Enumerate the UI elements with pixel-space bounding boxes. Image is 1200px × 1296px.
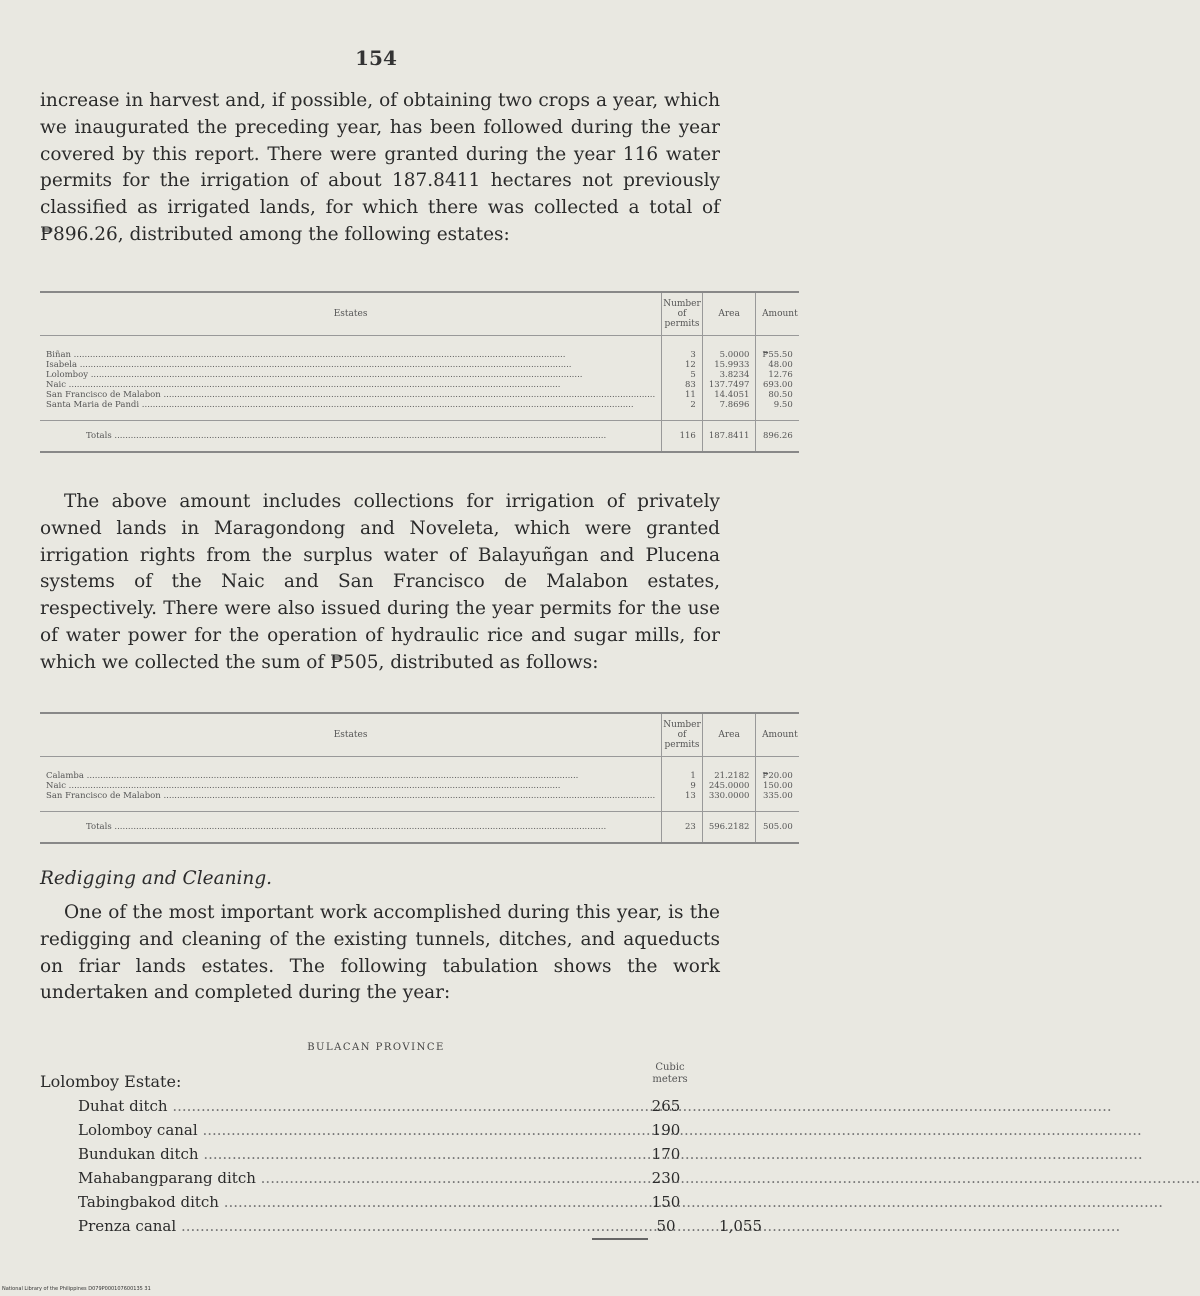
totals-area: 596.2182: [702, 812, 756, 844]
work-item-name: Prenza canal .....: [78, 1214, 626, 1238]
col-header-area: Area: [702, 292, 756, 336]
table-cell-permits: 11: [685, 390, 696, 400]
table-cell-permits: 12: [685, 360, 696, 370]
paragraph-redigging: One of the most important work accomplished during this year, is the redigging and cleaning of the existing tunnels, ditches, and aqueducts on friar lands estates. The following tabulation shows the work undertaken and completed during the year:: [40, 902, 720, 1004]
work-total: 1,055: [719, 1217, 762, 1235]
table-cell-permits: 3: [690, 350, 696, 360]
work-item-value: 50: [656, 1217, 676, 1235]
table-cell-area: 137.7497: [708, 380, 750, 390]
permit-counts: [662, 757, 703, 812]
col-header-permits: Number of permits: [662, 292, 703, 336]
paragraph-water-power: The above amount includes collections for irrigation of privately owned lands in Maragondong and Noveleta, which were granted irrigation rights from the surplus water of Balayuñgan and Plucena systems of the Naic and San Francisco de Malabon estates, respectively. There were also issued during the year permits for the use of water power for the operation of hydraulic rice and sugar mills, for which we collected the sum of ₱505, distributed as follows:: [40, 491, 720, 673]
totals-permits: 23: [662, 812, 703, 844]
work-item-name: Mahabangparang ditch .....: [78, 1166, 626, 1190]
list-item: [40, 1118, 730, 1142]
totals-amount: 505.00: [756, 812, 799, 844]
work-item-value: 265: [651, 1097, 681, 1115]
table-cell-amount: 693.00: [762, 380, 793, 390]
unit-label: Cubic meters: [652, 1062, 688, 1085]
table-cell-amount: 335.00: [762, 791, 793, 801]
page-number: 154: [355, 46, 397, 70]
table-row-estate: Calamba .....: [46, 771, 655, 781]
work-item-name: Lolomboy canal .....: [78, 1118, 626, 1142]
col-header-estates: Estates: [40, 292, 662, 336]
work-item-value: 150: [651, 1193, 681, 1211]
table-cell-amount: 80.50: [768, 390, 793, 400]
table-row-estate: Naic .....: [46, 380, 655, 390]
table-cell-area: 3.8234: [719, 370, 750, 380]
table-cell-permits: 13: [685, 791, 696, 801]
work-item-name: Bundukan ditch .....: [78, 1142, 626, 1166]
table-cell-amount: 48.00: [768, 360, 793, 370]
table-cell-area: 330.0000: [708, 791, 750, 801]
list-item: [40, 1190, 730, 1214]
amount-values: [756, 757, 799, 812]
table-cell-area: 15.9933: [714, 360, 750, 370]
work-item-name: Duhat ditch .....: [78, 1094, 626, 1118]
col-header-area: Area: [702, 713, 756, 757]
table-cell-permits: 1: [690, 771, 696, 781]
table-row-estate: Santa Maria de Pandi .....: [46, 400, 655, 410]
col-header-permits: Number of permits: [662, 713, 703, 757]
table-cell-amount: ₱55.50: [762, 350, 793, 360]
table-cell-permits: 83: [685, 380, 696, 390]
work-item-name: Tabingbakod ditch .....: [78, 1190, 626, 1214]
table-cell-area: 5.0000: [719, 350, 750, 360]
table-cell-permits: 9: [690, 781, 696, 791]
table-cell-amount: 9.50: [773, 400, 793, 410]
table-cell-area: 14.4051: [714, 390, 750, 400]
work-item-value: 190: [651, 1121, 681, 1139]
totals-label: [40, 421, 662, 453]
totals-permits: 116: [662, 421, 703, 453]
paragraph-irrigation-permits: increase in harvest and, if possible, of obtaining two crops a year, which we inaugurated the preceding year, has been followed during the year covered by this report. There were granted during the year 116 water permits for the irrigation of about 187.8411 hectares not previously classified as irrigated lands, for which there was collected a total of ₱896.26, distributed among the following estates:: [40, 90, 720, 245]
work-item-value: 230: [651, 1169, 681, 1187]
totals-amount: 896.26: [756, 421, 799, 453]
table-row-estate: San Francisco de Malabon .....: [46, 390, 655, 400]
irrigation-permits-table: [40, 291, 799, 453]
permit-counts: [662, 336, 703, 421]
table-cell-permits: 2: [690, 400, 696, 410]
section-heading: Redigging and Cleaning.: [40, 868, 273, 889]
amount-values: [756, 336, 799, 421]
table-row-estate: San Francisco de Malabon .....: [46, 791, 655, 801]
total-rule-divider: [592, 1238, 648, 1240]
list-item: [40, 1142, 730, 1166]
table-cell-amount: 12.76: [768, 370, 793, 380]
table-cell-area: 21.2182: [714, 771, 750, 781]
table-cell-area: 245.0000: [708, 781, 750, 791]
totals-area: 187.8411: [702, 421, 756, 453]
totals-label-text: Totals .....: [86, 822, 655, 832]
water-power-permits-table: [40, 712, 799, 844]
list-item: [40, 1214, 762, 1238]
table-cell-area: 7.8696: [719, 400, 750, 410]
estate-names: [40, 757, 662, 812]
list-item: [40, 1166, 730, 1190]
table-row-estate: Naic .....: [46, 781, 655, 791]
area-values: [702, 757, 756, 812]
scan-footer: National Library of the Philippines D079P000107600135 31: [2, 1286, 151, 1292]
table-cell-permits: 5: [690, 370, 696, 380]
table-row-estate: Biñan .....: [46, 350, 655, 360]
estate-label: Lolomboy Estate:: [40, 1072, 182, 1091]
estate-names: [40, 336, 662, 421]
totals-label-text: Totals .....: [86, 431, 655, 441]
area-values: [702, 336, 756, 421]
table-row-estate: Isabela .....: [46, 360, 655, 370]
col-header-amount: Amount: [756, 292, 799, 336]
work-item-value: 170: [651, 1145, 681, 1163]
table-cell-amount: ₱20.00: [762, 771, 793, 781]
col-header-estates: Estates: [40, 713, 662, 757]
table-cell-amount: 150.00: [762, 781, 793, 791]
province-heading: BULACAN PROVINCE: [307, 1042, 445, 1053]
list-item: [40, 1094, 730, 1118]
totals-label: [40, 812, 662, 844]
table-row-estate: Lolomboy .....: [46, 370, 655, 380]
col-header-amount: Amount: [756, 713, 799, 757]
redigging-work-list: [40, 1062, 762, 1238]
